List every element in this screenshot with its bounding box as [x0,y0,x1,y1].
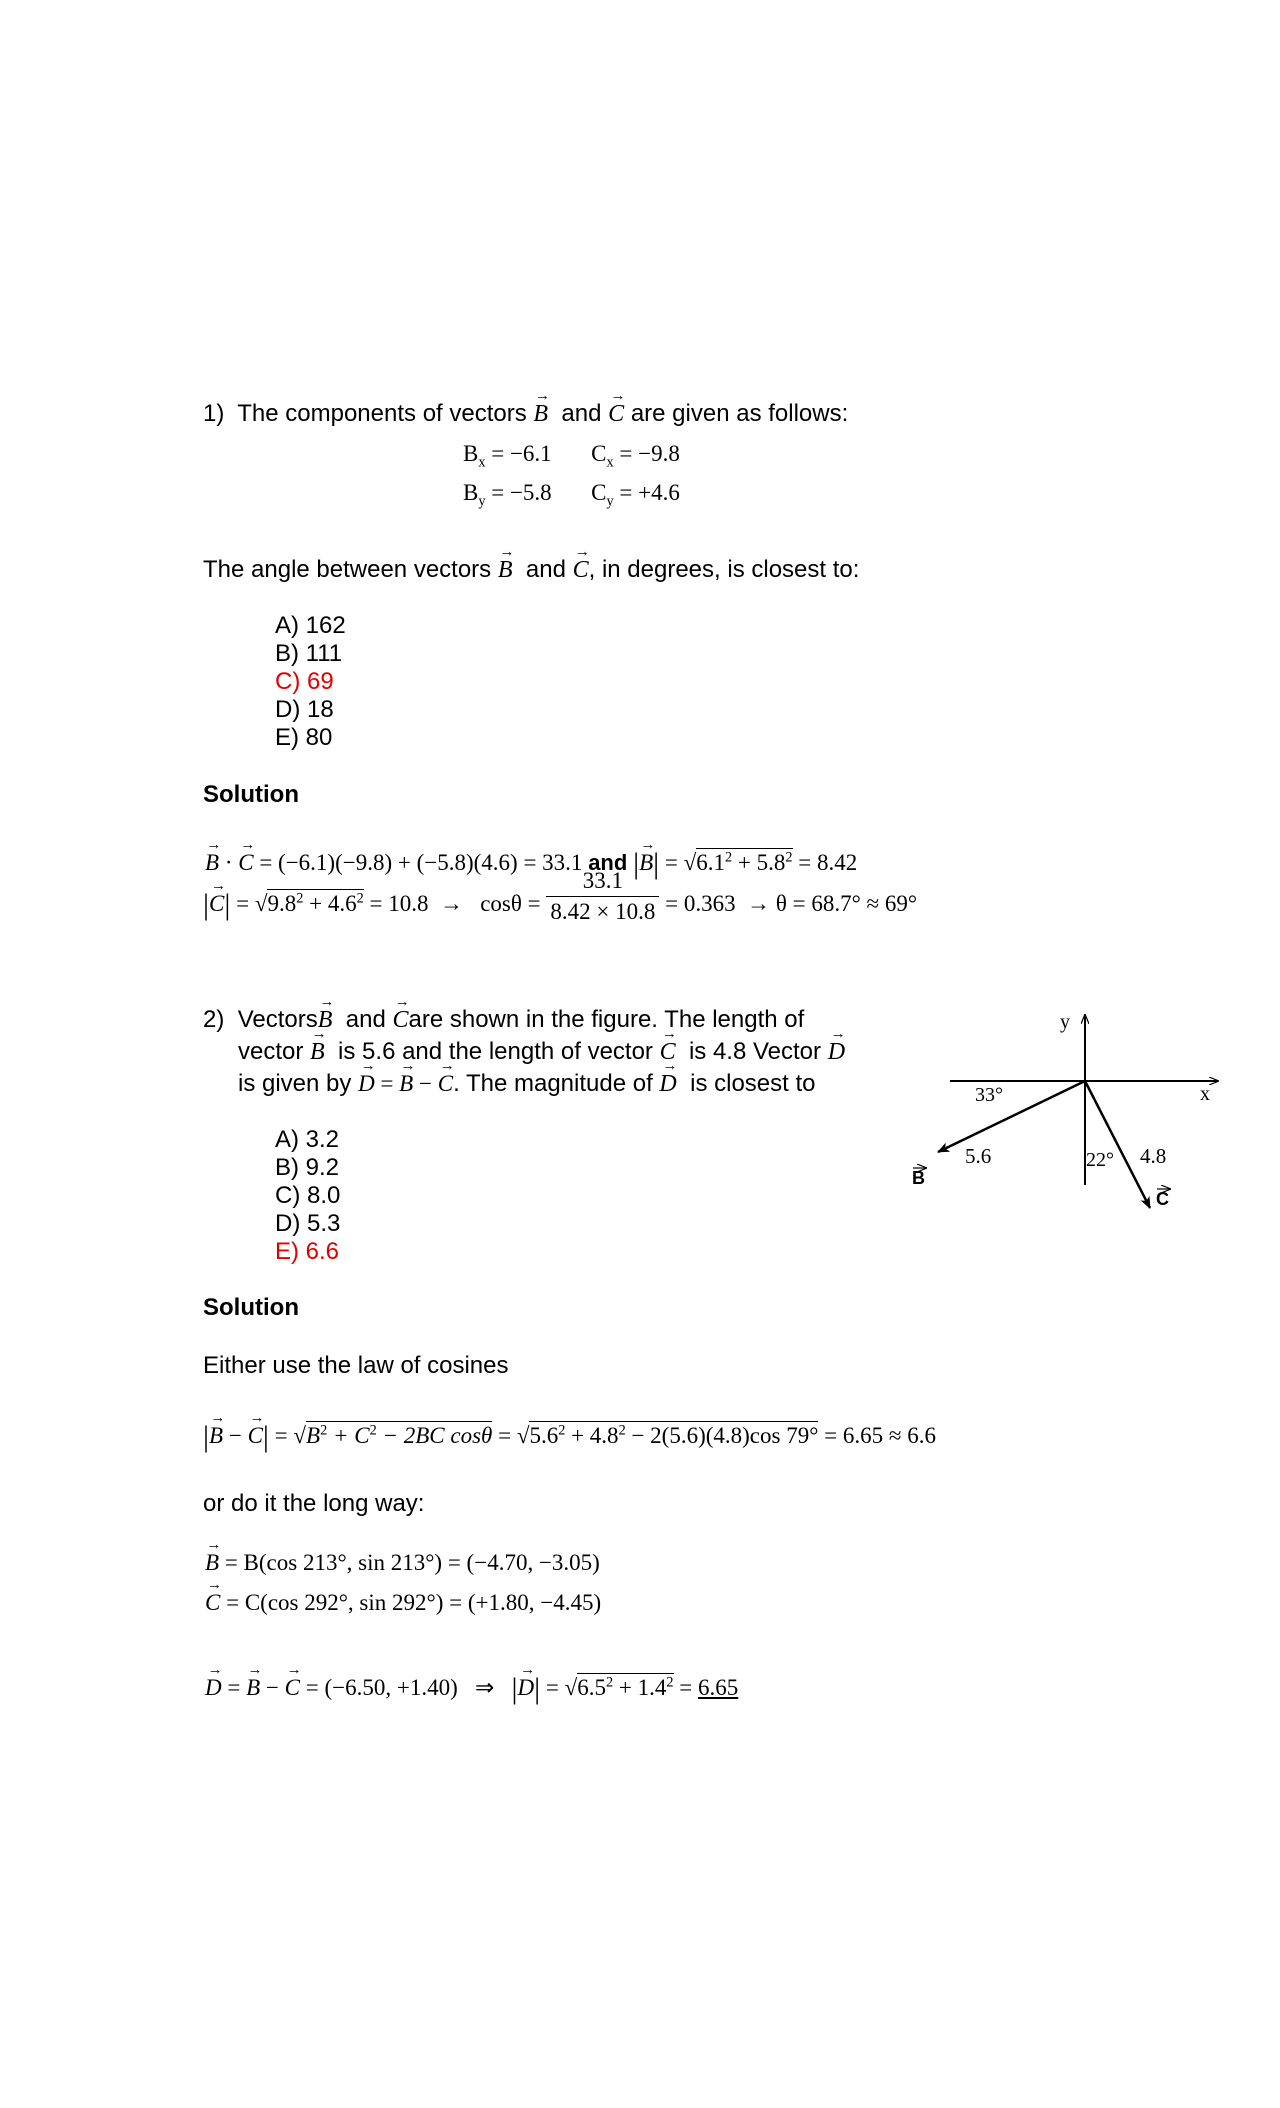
solution2-b-vector: → B = B(cos 213°, sin 213°) = (−4.70, −3.05) [205,1550,600,1576]
solution2-d-vector: → D = → B − → C = (−6.50, +1.40) ⇒ |→ $D| = √6.5^2 + 1.4^2 = 6.65$ [205,1672,738,1706]
q2-choice-d: D) 5.3 [275,1210,341,1237]
q1-components-row-1: $B_x = -6.1$ $C_x = -9.8$ [463,441,680,471]
q1-question: The angle between vectors → B and → C, in degrees, is closest to: [203,556,859,584]
q1-choice-b: B) 111 [275,640,343,667]
q2-choice-b: B) 9.2 [275,1154,340,1181]
solution1-heading: Solution [203,781,299,808]
length-c-label: 4.8 [1140,1144,1167,1168]
solution1-line-2: |→ $C| = √9.8^2 + 4.6^2 = 10.8$ → cosθ = $\frac{33.1}{8.42 \times 10.8}$ = 0.363 → θ = 68.7° ≈ 69° [203,886,917,925]
q1-choice-c-correct: C) 69 [275,668,334,695]
q2-line-3: is given by → D = → B − → C. The magnitude of → D is closest to [238,1070,816,1098]
vector-c-label: C [1156,1189,1169,1209]
solution2-heading: Solution [203,1294,299,1321]
q1-choice-d: D) 18 [275,696,334,723]
solution2-long-way: or do it the long way: [203,1490,425,1517]
q2-line-1: 2) Vectors→ B and → Care shown in the figure. The length of [203,1006,804,1034]
solution2-either: Either use the law of cosines [203,1352,509,1379]
y-axis-label: y [1060,1011,1070,1033]
solution1-line-1: → B · → C = (−6.1)(−9.8) + (−5.8)(4.6) = 33.1 and |→ $B| = √6.1^2 + 5.8^2 = 8.42$ [205,847,857,881]
q2-line-2: vector → B is 5.6 and the length of vector → C is 4.8 Vector → D [238,1038,845,1066]
angle-b-label: 33° [975,1084,1003,1106]
vector-b-arrow [938,1081,1085,1152]
length-b-label: 5.6 [965,1144,992,1168]
q2-choice-c: C) 8.0 [275,1182,341,1209]
q2-choice-e-correct: E) 6.6 [275,1238,340,1265]
solution2-cosine-law: |→ B − → $C| = √B^2 + C^2 - 2BC$ $\cos\theta = √5.6^2 + 4.8^2 - 2(5.6)(4.8)\cos$ 79° = 6.65 ≈ 6.6 [203,1420,936,1454]
vector-figure [900,1000,1240,1230]
q1-components-row-2: $B_y = -5.8$ $C_y = +4.6$ [463,480,680,510]
solution2-c-vector: → C = C(cos 292°, sin 292°) = (+1.80, −4.45) [205,1590,601,1616]
q2-choice-a: A) 3.2 [275,1126,340,1153]
q1-statement: 1) The components of vectors → B and → C are given as follows: [203,400,848,428]
x-axis-label: x [1200,1083,1210,1105]
q1-choice-e: E) 80 [275,724,333,751]
vector-b-label: B [912,1168,925,1188]
q1-choice-a: A) 162 [275,612,346,639]
angle-c-label: 22° [1086,1149,1114,1171]
